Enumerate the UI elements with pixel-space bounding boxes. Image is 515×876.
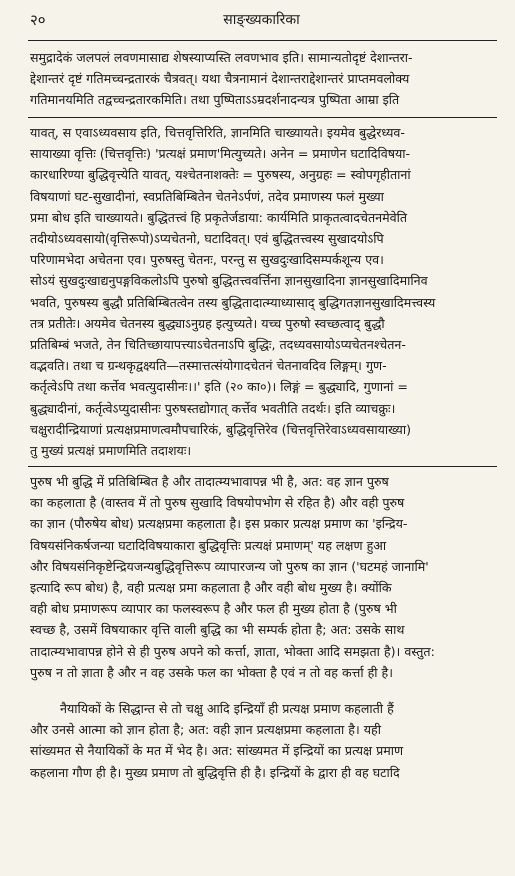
page-number: २० xyxy=(30,11,46,29)
text-line: प्रमा बोध इति चाख्यायते। बुद्धितत्त्वं हि प्रकृतेर्जडाया: कार्यमिति प्राकृतत्वादचेतनमेवेति xyxy=(30,209,408,225)
text-line: गतिमानयमिति तद्वच्चन्द्रतारकमिति। तथा पुष्पिताऽऽम्रदर्शनादन्यत्र पुष्पिता आम्रा इति xyxy=(30,92,400,108)
text-line: सोऽयं सुखदुःखाद्यनुपङ्गविकलोऽपि पुरुषो बुद्धितत्त्ववर्त्तिना ज्ञानसुखादिना ज्ञानसुखादिमानिव xyxy=(30,273,428,289)
text-line: विषयसंनिकर्षजन्या घटादिविषयाकारा बुद्धिवृत्तिः प्रत्यक्षं प्रमाणम्' यह लक्षण हुआ xyxy=(30,537,387,553)
text-line: का कहलाता है (वास्तव में तो पुरुष सुखादि विषयोपभोग से रहित है) और वही पुरुष xyxy=(30,495,405,511)
text-line: और विषयसंनिकृष्टेन्द्रियजन्यबुद्धिवृत्तिरूप व्यापारजन्य जो पुरुष का ज्ञान ('घटमहं जानामि' xyxy=(30,558,429,574)
text-line: पुरुष भी बुद्धि में प्रतिबिम्बित है और तादात्म्यभावापन्न भी है, अत: वह ज्ञान पुरुष xyxy=(30,474,389,489)
text-line: कर्तृत्वेऽपि तथा कर्त्तेव भवत्युदासीनः।।' इति (२० का०)। लिङ्गं = बुद्ध्यादि, गुणानां = xyxy=(30,379,408,395)
text-line: परिणामभेदा अचेतना एव। पुरुषस्तु चेतनः, परन्तु स सुखदुःखादिसम्पर्कशून्य एव। xyxy=(30,252,384,268)
page-header xyxy=(30,10,493,34)
text-line: तु मुख्यं प्रत्यक्षं प्रमाणमिति तदाशयः। xyxy=(30,443,192,459)
sanskrit-commentary xyxy=(30,122,501,461)
text-line: द्देशान्तरं दृष्टं गतिमच्चन्द्रतारकं चैत्रवत्। यथा चैत्रनामानं देशान्तराद्देशान्तरं प्राप्तमवलोक्य xyxy=(30,71,410,87)
text-line: और उनसे आत्मा को ज्ञान होता है; अत: वही ज्ञान प्रत्यक्षप्रमा कहलाता है। यही xyxy=(30,722,382,738)
text-line: तदीयोऽध्यवसायो(वृत्तिरूपो)ऽप्यचेतनो, घटादिवत्। एवं बुद्धितत्त्वस्य सुखादयोऽपि xyxy=(30,231,384,247)
text-line: सायाख्या वृत्तिः (चित्तवृत्तिः) 'प्रत्यक्षं प्रमाण'मित्युच्यते। अनेन = प्रमाणेन घटादिविषया- xyxy=(30,146,411,162)
section-divider xyxy=(28,466,497,467)
text-line: सांख्यमत से नैयायिकों के मत में भेद है। अत: सांख्यमत में इन्द्रियों का प्रत्यक्ष प्रमाण xyxy=(30,743,404,759)
text-line: इत्यादि रूप बोध) है, वही प्रत्यक्ष प्रमा कहलाता है और वही बोध मुख्य है। क्योंकि xyxy=(30,580,392,596)
text-line: नैयायिकों के सिद्धान्त से तो चक्षु आदि इन्द्रियाँ ही प्रत्यक्ष प्रमाण कहलाती हैं xyxy=(60,701,394,716)
text-line: कहलाना गौण ही है। मुख्य प्रमाण तो बुद्धिवृत्ति ही है। इन्द्रियों के द्वारा ही वह घटादि xyxy=(30,764,400,780)
header-rule xyxy=(28,40,497,41)
text-line: बुद्ध्यादीनां, कर्तृत्वेऽप्युदासीनः पुरुषस्तद्योगात् कर्त्तेव भवतीति तदर्थः। इति व्याचक्रुः। xyxy=(30,400,396,416)
text-line: तादात्म्यभावापन्न होने से ही पुरुष अपने को कर्त्ता, ज्ञाता, भोक्ता आदि समझता है)। वस्तुत: xyxy=(30,643,435,659)
text-line: चक्षुरादीन्द्रियाणां प्रत्यक्षप्रमाणत्वमौपचारिकं, बुद्धिवृत्तिरेव (चित्तवृत्तिरेवाऽध्यवसायाख्या) xyxy=(30,421,412,437)
text-line: विषयाणां घट-सुखादीनां, स्वप्रतिबिम्बितेन चेतनेऽर्पणं, तदेव प्रमाणस्य फलं मुख्या xyxy=(30,188,384,204)
hindi-paragraph xyxy=(30,698,501,783)
text-line: वद्भवति। तथा च ग्रन्थकृद्वक्ष्यति—तस्मात्तत्संयोगादचेतनं चेतनावदिव लिङ्गम्। गुण- xyxy=(30,358,387,374)
text-line: स्वच्छ है, उसमें विषयाकार वृत्ति वाली बुद्धि का भी सम्पर्क होता है; अत: उसके साथ xyxy=(30,622,405,638)
text-line: कारधारिण्या बुद्धिवृत्त्येति यावत्, यश्चेतनाशक्तेः = पुरुषस्य, अनुग्रहः = स्वोपगृहीतानां xyxy=(30,167,411,183)
text-line: समुद्रादेकं जलपलं लवणमासाद्य शेषस्याप्यस्ति लवणभाव इति। सामान्यतोदृष्टं देशान्तरा- xyxy=(30,50,413,65)
text-line: पुरुष न तो ज्ञाता है और न वह उसके फल का भोक्ता है एवं न तो वह कर्त्ता ही है। xyxy=(30,664,394,680)
text-line: भवति, पुरुषस्य बुद्धौ प्रतिबिम्बितत्वेन तस्य बुद्धितादात्म्याध्यासाद् बुद्धिगतज्ञानसुखादिमत्त्वस्य xyxy=(30,294,436,310)
hindi-explanation xyxy=(30,471,501,683)
section-divider xyxy=(28,117,497,118)
running-title: साङ्ख्यकारिका xyxy=(223,12,300,28)
text-line: का ज्ञान (पौरुषेय बोध) प्रत्यक्षप्रमा कहलाता है। इस प्रकार प्रत्यक्ष प्रमाण का 'इन्द्रिय- xyxy=(30,516,408,532)
text-line: वही बोध प्रमाणरूप व्यापार का फलस्वरूप है और फल ही मुख्य होता है (पुरुष भी xyxy=(30,601,397,617)
verse-commentary-continued xyxy=(30,47,501,111)
text-line: प्रतिबिम्बं भजते, तेन चितिच्छायापत्त्याऽचेतनाऽपि बुद्धिः, तदध्यवसायोऽप्यचेतनश्चेतन- xyxy=(30,337,406,353)
text-line: तत्र प्रतीतेः। अयमेव चेतनस्य बुद्ध्याऽनुग्रह इत्युच्यते। यच्च पुरुषो स्वच्छत्वाद् बुद्धौ xyxy=(30,315,385,331)
text-line: यावत्, स एवाऽध्यवसाय इति, चित्तवृत्तिरिति, ज्ञानमिति चाख्यायते। इयमेव बुद्धेरध्यव- xyxy=(30,125,405,140)
